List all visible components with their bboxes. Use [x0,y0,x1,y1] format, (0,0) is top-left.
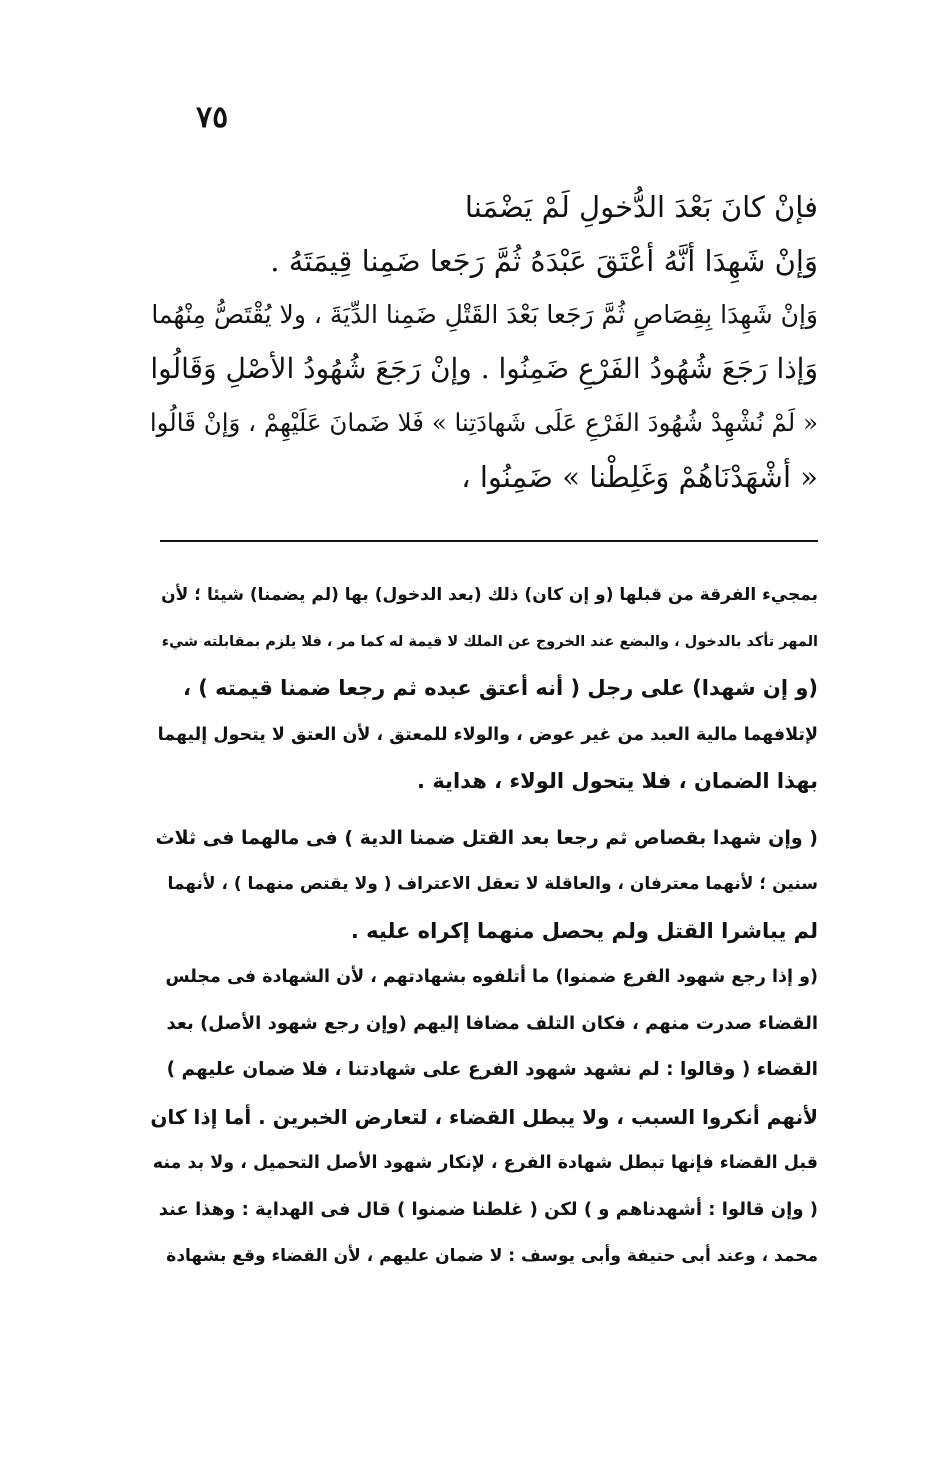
commentary-line: القضاء ( وقالوا : لم نشهد شهود الفرع على شهادتنا ، فلا ضمان عليهم ) [166,1059,818,1080]
main-text-line: وَإذا رَجَعَ شُهُودُ الفَرْعِ ضَمِنُوا . وإنْ رَجَعَ شُهُودُ الأصْلِ وَقَالُوا [150,352,818,385]
commentary-line: (و إن شهدا) على رجل ( أنه أعتق عبده ثم رجعا ضمنا قيمته ) ، [182,676,818,700]
commentary-line: سنين ؛ لأنهما معترفان ، والعاقلة لا تعقل الاعتراف ( ولا يقتص منهما ) ، لأنهما [167,874,818,894]
commentary-line: لم يباشرا القتل ولم يحصل منهما إكراه عليه . [350,918,818,943]
main-text-line: « لَمْ نُشْهِدْ شُهُودَ الفَرْعِ عَلَى شَهادَتِنا » فَلا ضَمانَ عَلَيْهِمْ ، وَإنْ قَالُوا [150,408,818,437]
commentary-line: محمد ، وعند أبى حنيفة وأبى يوسف : لا ضمان عليهم ، لأن القضاء وقع بشهادة [166,1246,818,1266]
main-text-line: « أشْهَدْنَاهُمْ وَغَلِطْنا » ضَمِنُوا ، [461,460,818,494]
commentary-line: القضاء صدرت منهم ، فكان التلف مضافا إليهم (وإن رجع شهود الأصل) بعد [166,1012,818,1034]
commentary-line: لإتلافهما مالية العبد من غير عوض ، والولاء للمعتق ، لأن العتق لا يتحول إليهما [157,724,818,745]
commentary-line: ( وإن قالوا : أشهدناهم و ) لكن ( غلطنا ضمنوا ) قال فى الهداية : وهذا عند [158,1198,818,1220]
main-text-line: وَإنْ شَهِدَا أنَّهُ أعْتَقَ عَبْدَهُ ثُمَّ رَجَعا ضَمِنا قِيمَتَهُ . [270,244,818,278]
commentary-line: المهر تأكد بالدخول ، والبضع عند الخروج عن الملك لا قيمة له كما مر ، فلا يلزم بمقابلته شيء [161,633,818,650]
main-text-line: وَإنْ شَهِدَا بِقِصَاصٍ ثُمَّ رَجَعا بَعْدَ القَتْلِ ضَمِنا الدِّيَةَ ، ولا يُقْتَصُّ مِنْهُما [151,300,818,329]
commentary-line: ( وإن شهدا بقصاص ثم رجعا بعد القتل ضمنا الدية ) فى مالهما فى ثلاث [155,826,818,849]
commentary-line: بمجيء الفرقة من قبلها (و إن كان) ذلك (بعد الدخول) بها (لم يضمنا) شيئا ؛ لأن [161,585,818,605]
main-text-line: فإنْ كانَ بَعْدَ الدُّخولِ لَمْ يَضْمَنا [464,190,818,224]
page-number: ٧٥ [196,100,229,135]
commentary-line: قبل القضاء فإنها تبطل شهادة الفرع ، لإنكار شهود الأصل التحميل ، ولا بد منه [152,1153,818,1173]
commentary-block [150,572,818,1280]
main-text-block [150,180,818,504]
commentary-line: بهذا الضمان ، فلا يتحول الولاء ، هداية . [417,769,818,793]
commentary-line: لأنهم أنكروا السبب ، ولا يبطل القضاء ، لتعارض الخبرين . أما إذا كان [150,1104,818,1129]
section-divider [160,540,818,542]
commentary-line: (و إذا رجع شهود الفرع ضمنوا) ما أتلفوه بشهادتهم ، لأن الشهادة فى مجلس [165,967,818,987]
